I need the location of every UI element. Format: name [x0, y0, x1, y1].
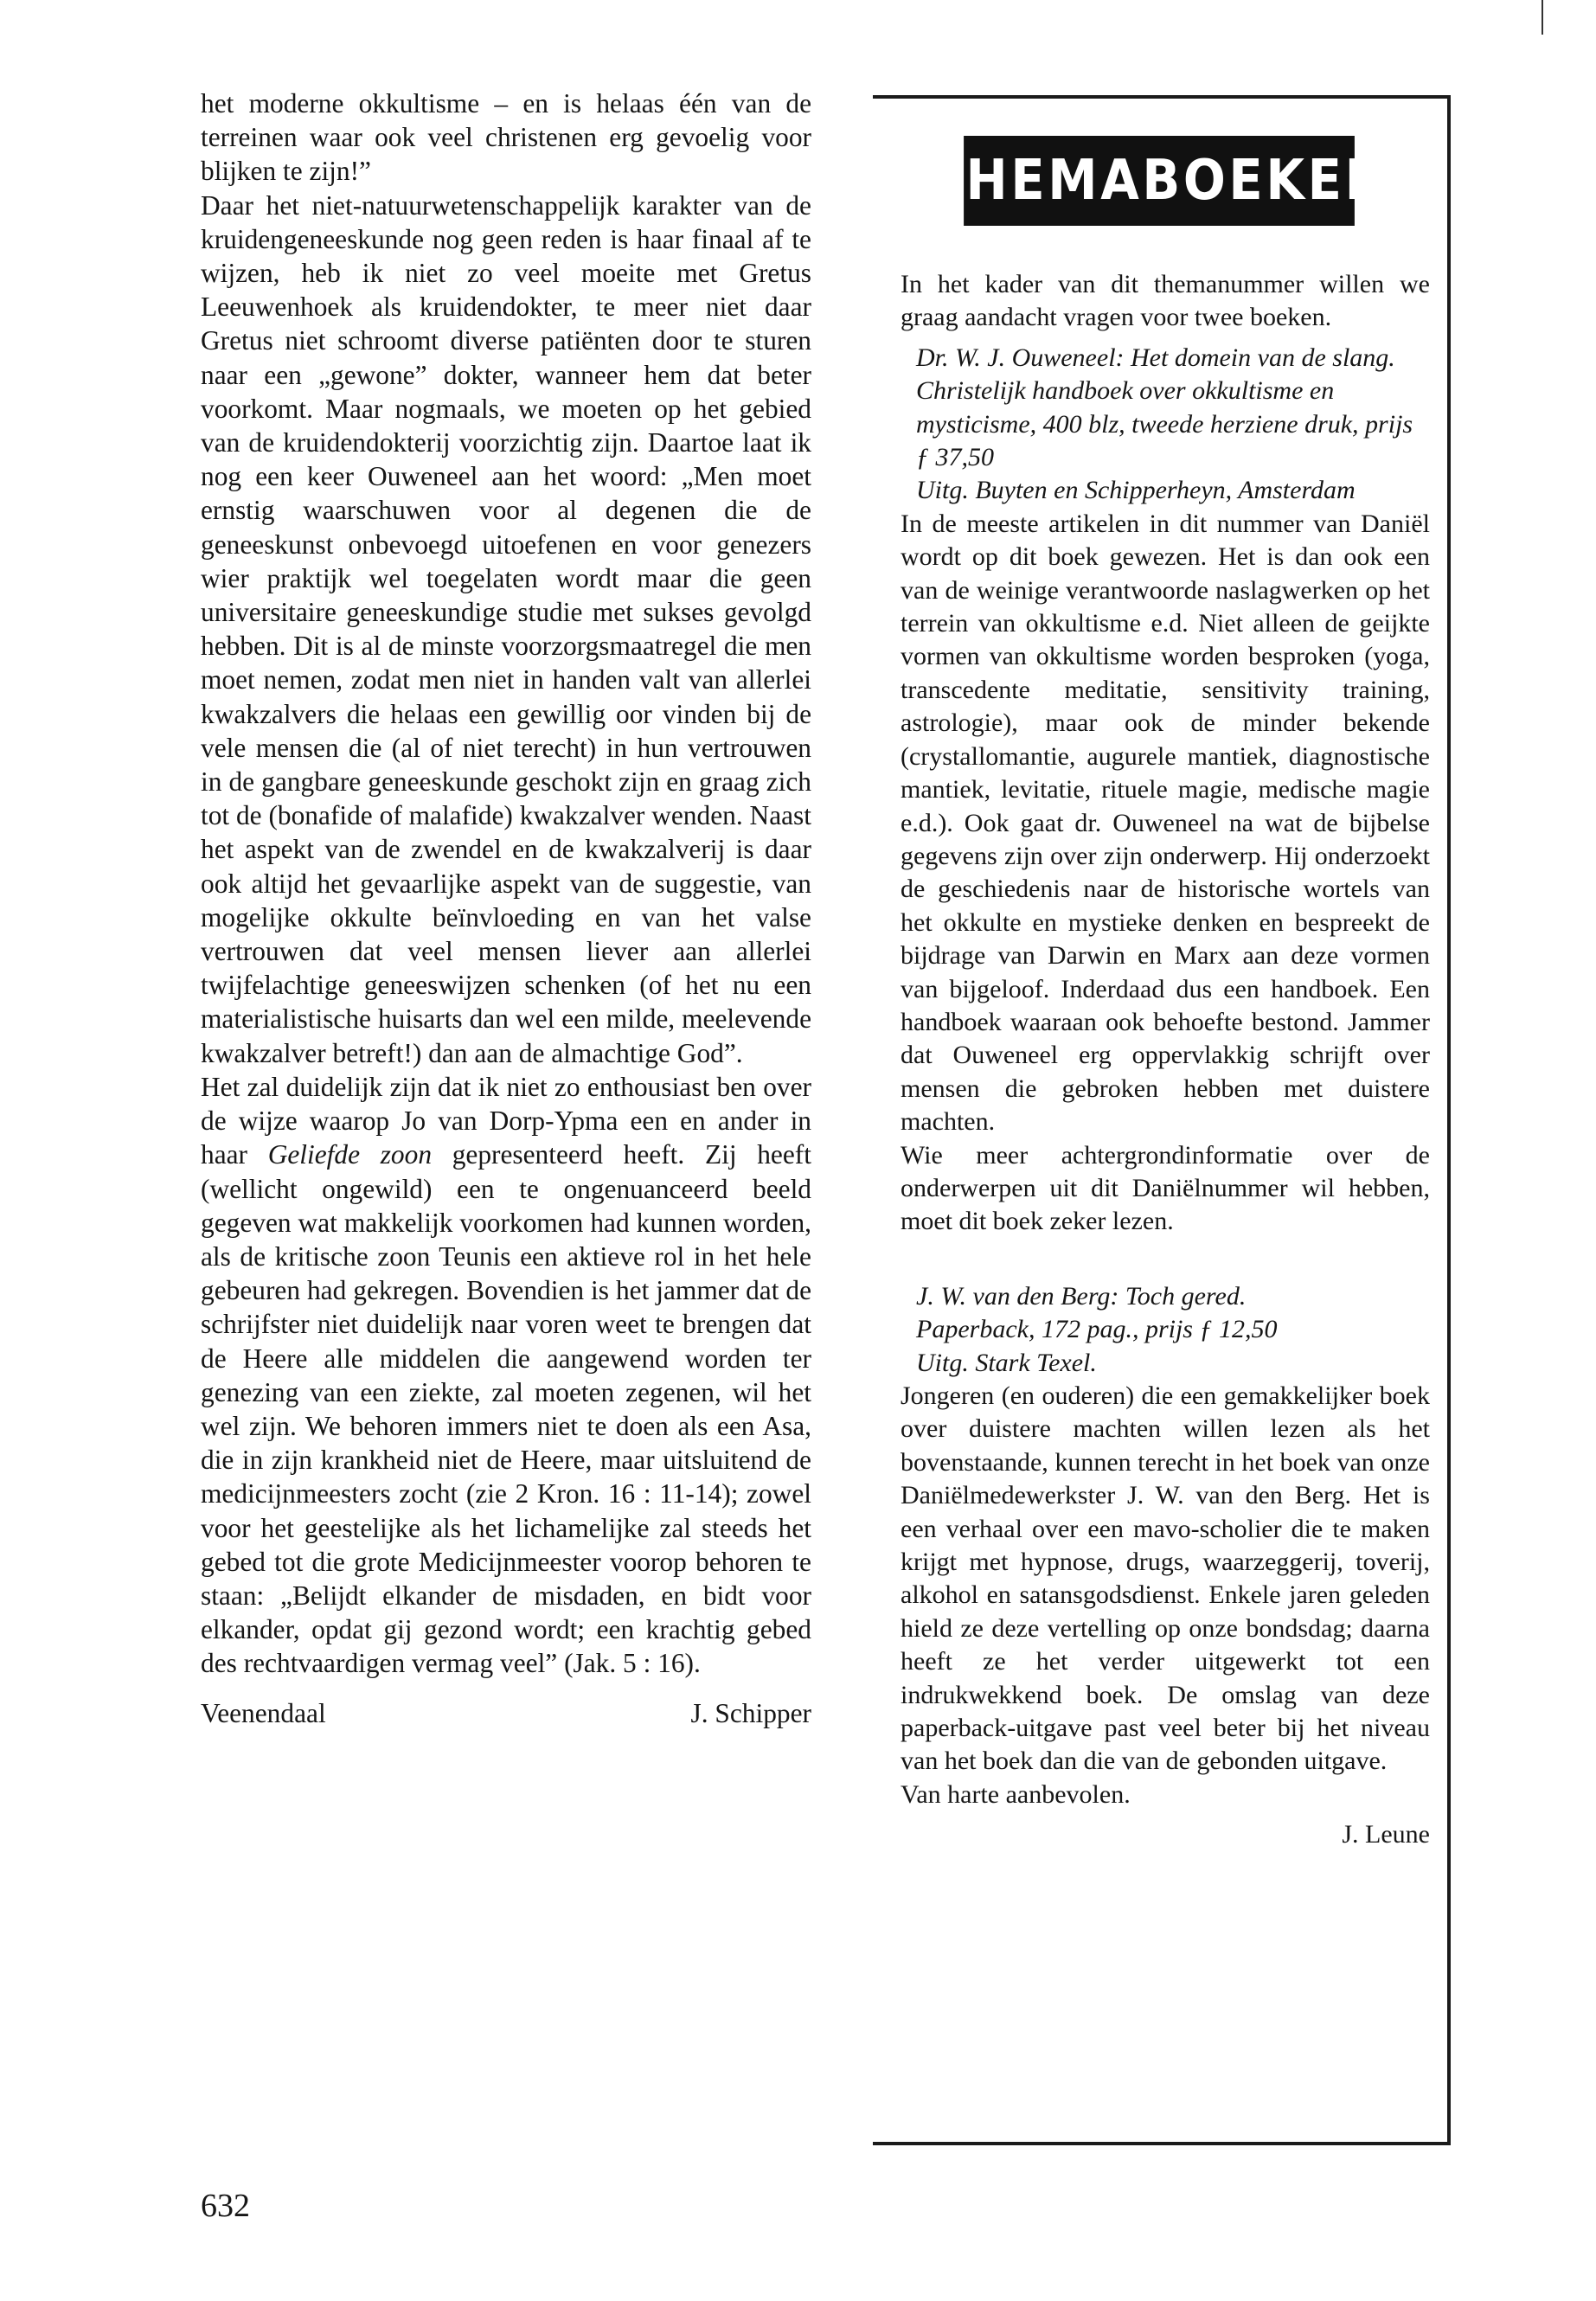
sidebar-intro: In het kader van dit themanummer willen we graag aandacht vragen voor twee boeken.	[901, 270, 1430, 332]
article-place: Veenendaal	[201, 1697, 326, 1728]
book2-review: Jongeren (en ouderen) die een gemakkelijker boek over duistere machten willen lezen als het bovenstaande, kunnen terecht in het boek van onze Daniëlmedewerkster J. W. van den Berg. Het is een verhaal over een mavo-scholier die te maken krijgt met hypnose, drugs, waarzeggerij, toverij, alkohol en satansgodsdienst. Enkele jaren geleden hield ze deze vertelling op onze bondsdag; daarna heeft ze het verder uitgewerkt tot een indrukwekkend boek. De omslag van deze paperback-uitgave past veel beter bij het niveau van het boek dan die van de gebonden uitgave.	[901, 1381, 1430, 1776]
book1-heading-line: Dr. W. J. Ouweneel: Het domein van de slang. Christelijk handboek over okkultisme en mysticisme, 400 blz, tweede herziene druk, prijs ƒ 37,50	[916, 343, 1413, 472]
book2-heading-line: Paperback, 172 pag., prijs ƒ 12,50	[916, 1315, 1278, 1344]
page-number: 632	[201, 2188, 250, 2224]
main-article-column	[201, 87, 811, 1730]
book1-review: In de meeste artikelen in dit nummer van Daniël wordt op dit boek gewezen. Het is dan ook een van de weinige verantwoorde naslagwerken op het terrein van okkultisme e.d. Niet alleen de geijkte vormen van okkultisme worden besproken (yoga, transcedente meditatie, sensitivity training, astrologie), maar ook de minder bekende (crystallomantie, augurele mantiek, diagnostische mantiek, levitatie, rituele magie, medische magie e.d.). Ook gaat dr. Ouweneel na wat de bijbelse gegevens zijn over zijn onderwerp. Hij onderzoekt de geschiedenis naar de historische wortels van het okkulte en mystieke denken en bespreekt de bijdrage van Darwin en Marx aan deze vormen van bijgeloof. Inderdaad dus een handboek. Een handboek waaraan ook behoefte bestond. Jammer dat Ouweneel erg oppervlakkig schrijft over mensen die gebroken hebben met duistere machten.	[901, 509, 1430, 1137]
closing-text-start: Het zal duidelijk zijn dat ik niet zo enthousiast ben over de wijze waarop Jo van Dorp-Ypma een en ander in haar	[201, 1071, 811, 1170]
article-author: J. Schipper	[690, 1697, 811, 1728]
closing-text-end: gepresenteerd heeft. Zij heeft (wellicht ongewild) een te ongenuanceerd beeld gegeven wat makkelijk voorkomen had kunnen worden, als de kritische zoon Teunis een aktieve rol in het hele gebeuren had gekregen. Bovendien is het jammer dat de schrijfster niet duidelijk naar voren weet te brengen dat de Heere alle middelen die aangewend worden ter genezing van een ziekte, zal moeten zegenen, wil het wel zijn. We behoren immers niet te doen als een Asa, die in zijn krankheid niet de Heere, maar uitsluitend de medicijnmeesters zocht (zie 2 Kron. 16 : 11-14); zowel voor het geestelijke als het lichamelijke zal steeds het gebed tot die grote Medicijnmeester voorop behoren te staan: „Belijdt elkander de misdaden, en bidt voor elkander, opdat gij gezond wordt; een krachtig gebed des rechtvaardigen vermag veel” (Jak. 5 : 16).	[201, 1139, 811, 1679]
article-paragraph: Daar het niet-natuurwetenschappelijk karakter van de kruidengeneeskunde nog geen reden is haar finaal af te wijzen, heb ik niet zo veel moeite met Gretus Leeuwenhoek als kruidendokter, te meer niet daar Gretus niet schroomt diverse patiënten door te sturen naar een „gewone” dokter, wanneer hem dat beter voorkomt. Maar nogmaals, we moeten op het gebied van de kruidendokterij voorzichtig zijn. Daartoe laat ik nog een keer Ouweneel aan het woord: „Men moet ernstig waarschuwen voor al degenen die de geneeskunst onbevoegd uitoefenen en voor genezers wier praktijk wel toegelaten wordt maar die geen universitaire geneeskundige studie met sukses gevolgd hebben. Dit is al de minste voorzorgsmaatregel die men moet nemen, zodat men niet in handen valt van allerlei kwakzalvers die helaas een gewillig oor vinden bij de vele mensen die (al of niet terecht) in hun vertrouwen in de gangbare geneeskunde geschokt zijn en graag zich tot de (bonafide of malafide) kwakzalver wenden. Naast het aspekt van de zwendel en de kwakzalverij is daar ook altijd het gevaarlijke aspekt van de suggestie, van mogelijke okkulte beïnvloeding en van het valse vertrouwen dat veel mensen liever aan allerlei twijfelachtige geneeswijzen schenken (of het nu een materialistische huisarts dan wel een milde, meelevende kwakzalver betreft!) dan aan de almachtige God”.	[201, 189, 811, 1068]
article-closing-paragraph	[201, 1070, 811, 1681]
book1-review: Wie meer achtergrondinformatie over de onderwerpen uit dit Daniëlnummer wil hebben, moet dit boek zeker lezen.	[901, 1140, 1430, 1236]
book2-heading-line: Uitg. Stark Texel.	[916, 1348, 1097, 1377]
book1-heading-line: Uitg. Buyten en Schipperheyn, Amsterdam	[916, 476, 1356, 505]
article-signoff	[201, 1696, 811, 1730]
themaboeken-banner: THEMABOEKEN	[964, 136, 1355, 226]
book-title-reference: Geliefde zoon	[267, 1139, 433, 1170]
book1-heading	[901, 342, 1430, 508]
sidebar-body	[901, 268, 1430, 1852]
scan-edge-line	[1542, 0, 1543, 35]
book2-heading-line: J. W. van den Berg: Toch gered.	[916, 1281, 1247, 1311]
book2-review: Van harte aanbevolen.	[901, 1779, 1131, 1809]
article-paragraph: het moderne okkultisme – en is helaas één van de terreinen waar ook veel christenen erg gevoelig voor blijken te zijn!”	[201, 88, 811, 187]
themaboeken-sidebar	[873, 95, 1451, 2145]
reviewer-signature: J. Leune	[1342, 1820, 1430, 1849]
book2-heading	[901, 1280, 1430, 1380]
